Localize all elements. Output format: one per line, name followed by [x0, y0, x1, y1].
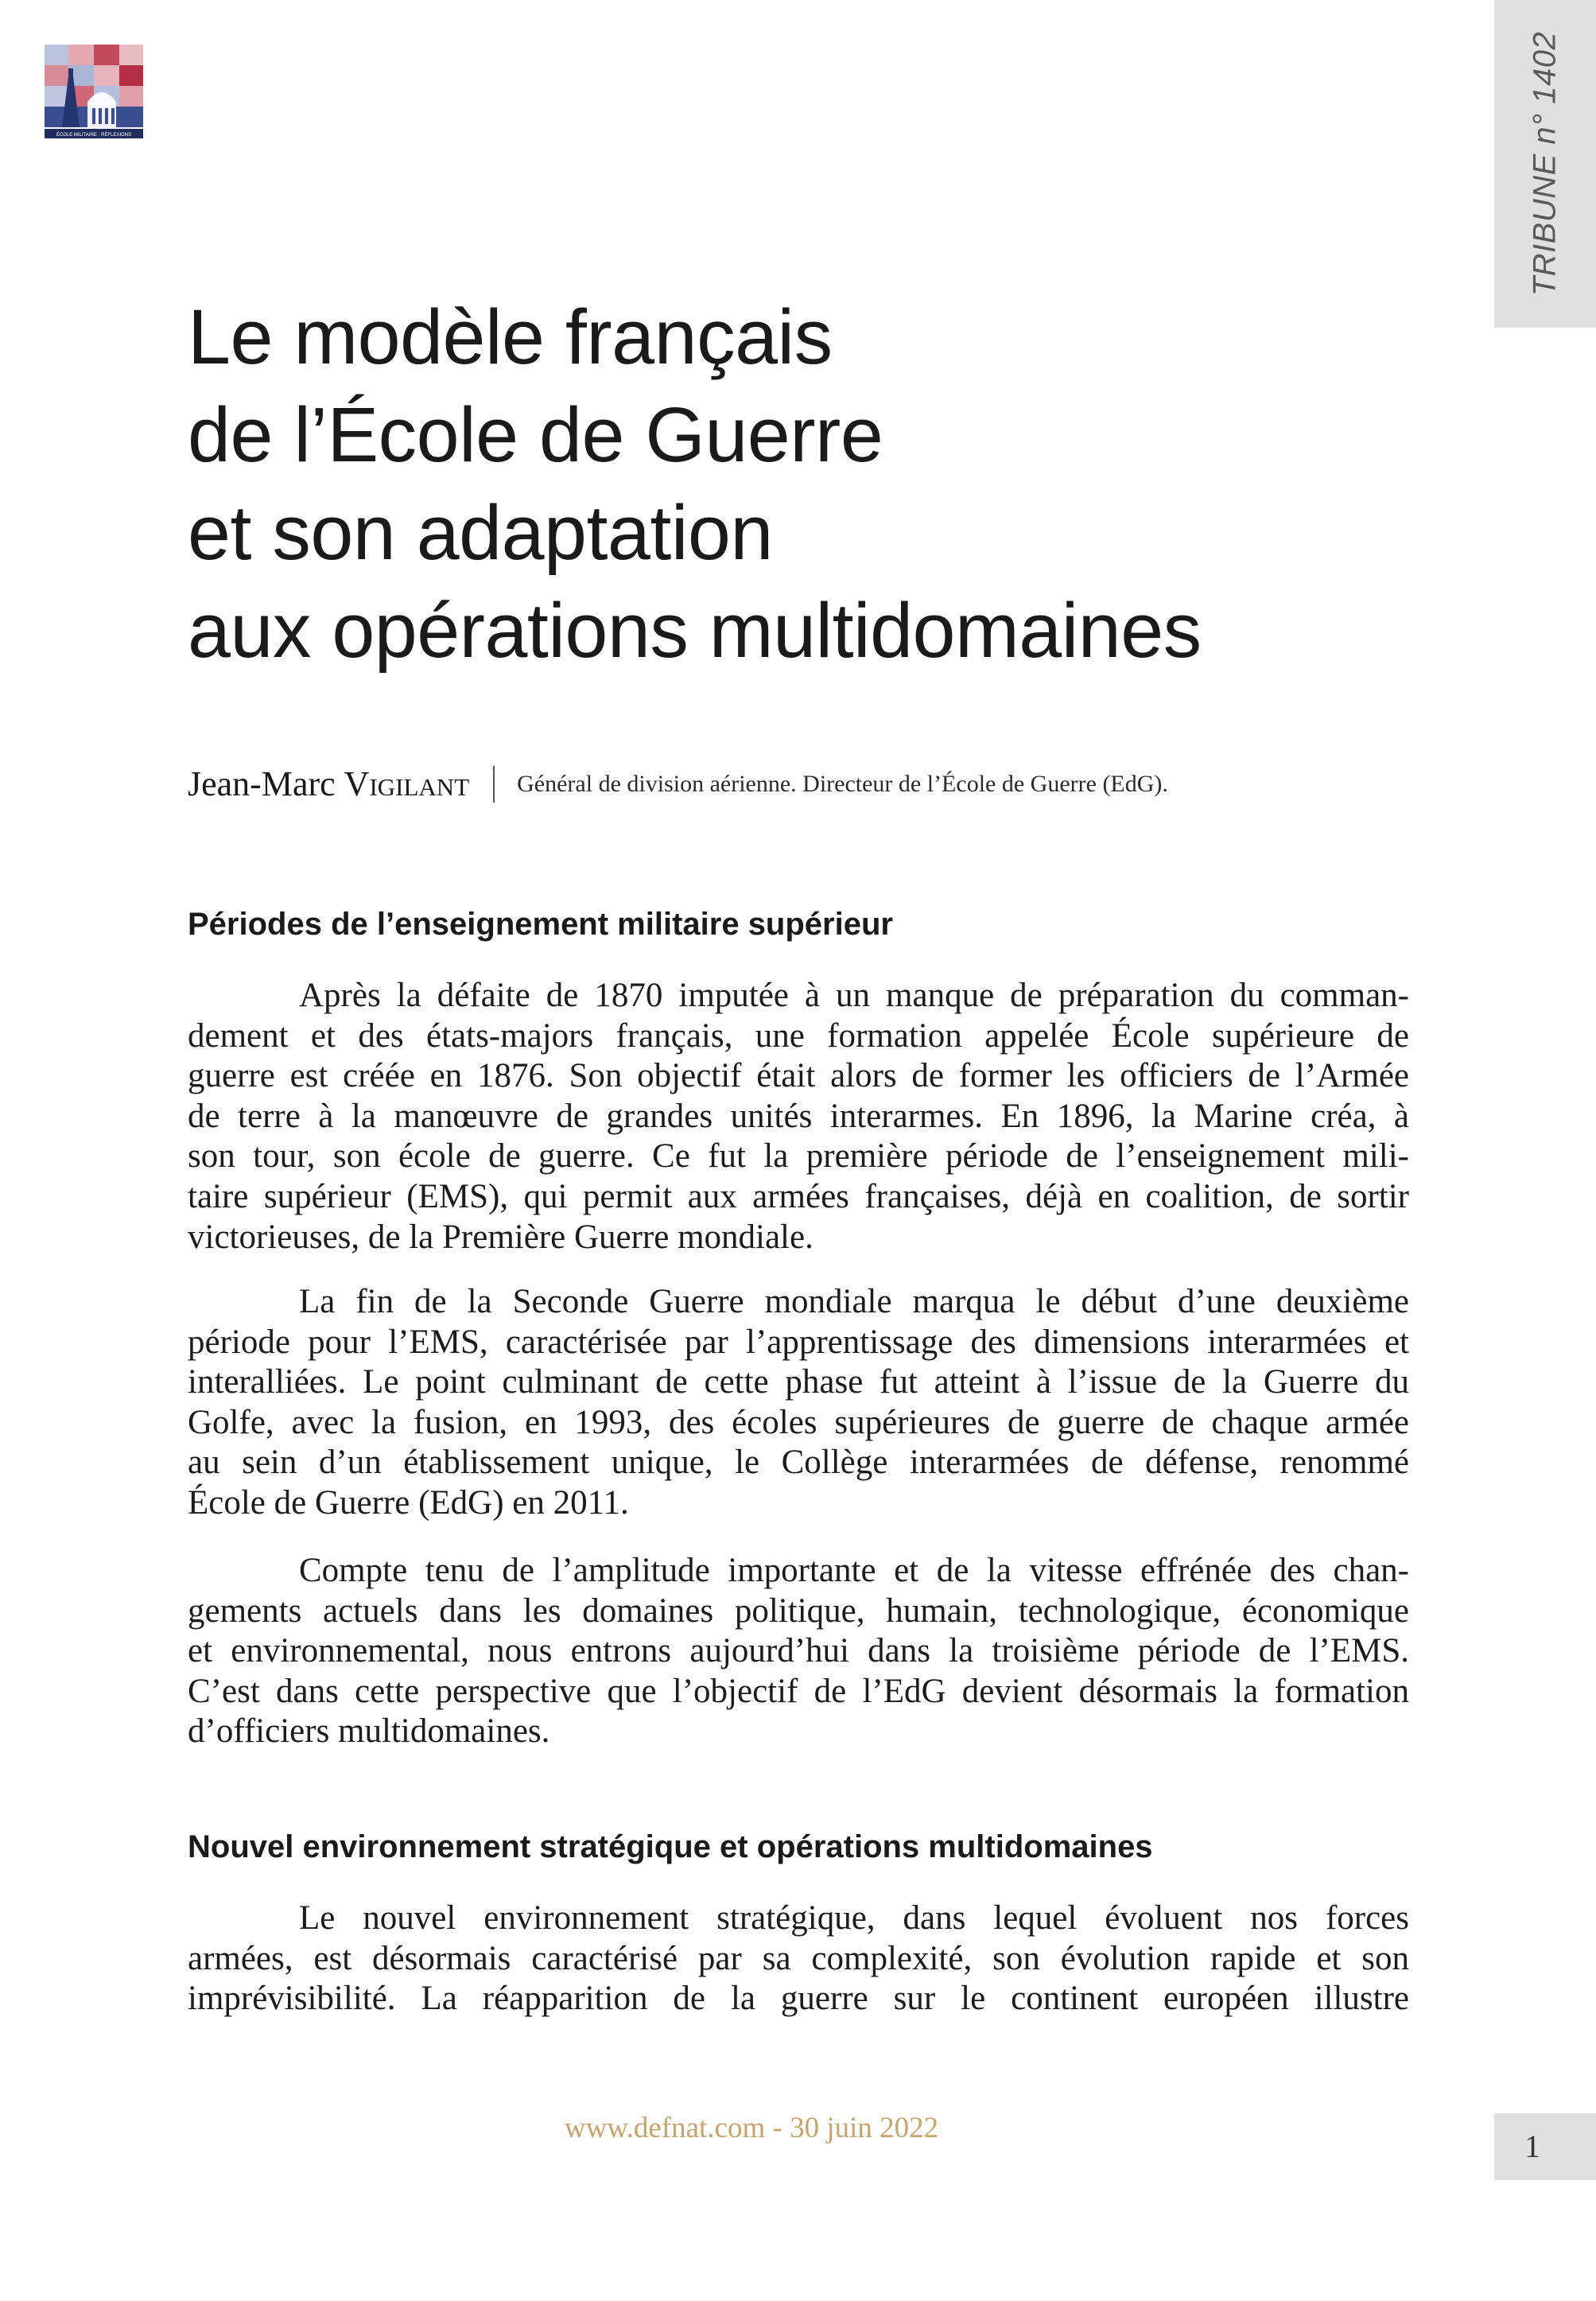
text-line: imprévisibilité. La réapparition de la guerre sur le continent européen illustre: [188, 1980, 1409, 2018]
text-line: armées, est désormais caractérisé par sa complexité, son évolution rapide et son: [188, 1939, 1409, 1977]
title-line: aux opérations multidomaines: [188, 587, 1202, 674]
footer-source: www.defnat.com - 30 juin 2022: [564, 2112, 939, 2144]
author-last-name: Vigilant: [344, 764, 470, 803]
text-line: Compte tenu de l’amplitude importante et de la vitesse effrénée des chan-: [299, 1552, 1409, 1589]
title-line: de l’École de Guerre: [188, 391, 883, 478]
text-line: interalliées. Le point culminant de cette phase fut atteint à l’issue de la Guerre du: [188, 1363, 1409, 1401]
section-heading: Périodes de l’enseignement militaire supérieur: [188, 907, 893, 942]
text-line: École de Guerre (EdG) en 2011.: [188, 1483, 629, 1522]
author-role: Général de division aérienne. Directeur de l’École de Guerre (EdG).: [517, 770, 1168, 797]
article-title: [188, 288, 1202, 679]
text-line: C’est dans cette perspective que l’objectif de l’EdG devient désormais la formation: [188, 1672, 1409, 1710]
paragraph: [188, 1282, 1409, 1524]
paragraph: [188, 1899, 1409, 2019]
byline-divider: [493, 766, 495, 803]
series-tab: [1494, 0, 1596, 328]
text-line: La fin de la Seconde Guerre mondiale marqua le début d’une deuxième: [299, 1283, 1409, 1320]
text-line: Après la défaite de 1870 imputée à un manque de préparation du comman-: [299, 977, 1409, 1014]
logo-caption: ÉCOLE MILITAIRE · RÉFLEXIONS: [56, 133, 132, 138]
author-name: [188, 764, 469, 804]
text-line: d’officiers multidomaines.: [188, 1712, 550, 1751]
page-number: 1: [1524, 2128, 1540, 2164]
author-byline: [188, 764, 1168, 804]
text-line: victorieuses, de la Première Guerre mondiale.: [188, 1218, 814, 1256]
text-line: son tour, son école de guerre. Ce fut la première période de l’enseignement mili-: [188, 1137, 1409, 1176]
text-line: taire supérieur (EMS), qui permit aux armées françaises, déjà en coalition, de sortir: [188, 1177, 1409, 1215]
series-tab-label: TRIBUNE n° 1402: [1527, 31, 1563, 297]
logo-ecole-militaire: [45, 45, 143, 140]
text-line: Le nouvel environnement stratégique, dans lequel évoluent nos forces: [299, 1899, 1409, 1937]
section-heading: Nouvel environnement stratégique et opérations multidomaines: [188, 1829, 1153, 1864]
text-line: et environnemental, nous entrons aujourd’hui dans la troisième période de l’EMS.: [188, 1632, 1409, 1670]
paragraph: [188, 1551, 1409, 1752]
text-line: au sein d’un établissement unique, le Collège interarmées de défense, renommé: [188, 1444, 1409, 1482]
author-first-name: Jean-Marc: [188, 764, 336, 803]
text-line: période pour l’EMS, caractérisée par l’apprentissage des dimensions interarmées et: [188, 1323, 1409, 1361]
text-line: guerre est créée en 1876. Son objectif était alors de former les officiers de l’Armée: [188, 1057, 1409, 1095]
text-line: Golfe, avec la fusion, en 1993, des écoles supérieures de guerre de chaque armée: [188, 1403, 1409, 1441]
text-line: dement et des états-majors français, une formation appelée École supérieure de: [188, 1016, 1409, 1055]
text-line: de terre à la manœuvre de grandes unités interarmes. En 1896, la Marine créa, à: [188, 1097, 1409, 1135]
title-line: Le modèle français: [188, 293, 833, 380]
page-number-box: [1494, 2113, 1596, 2180]
title-line: et son adaptation: [188, 489, 773, 576]
text-line: gements actuels dans les domaines politique, humain, technologique, économique: [188, 1592, 1409, 1630]
logo-graphic: [45, 45, 143, 140]
paragraph: [188, 976, 1409, 1257]
